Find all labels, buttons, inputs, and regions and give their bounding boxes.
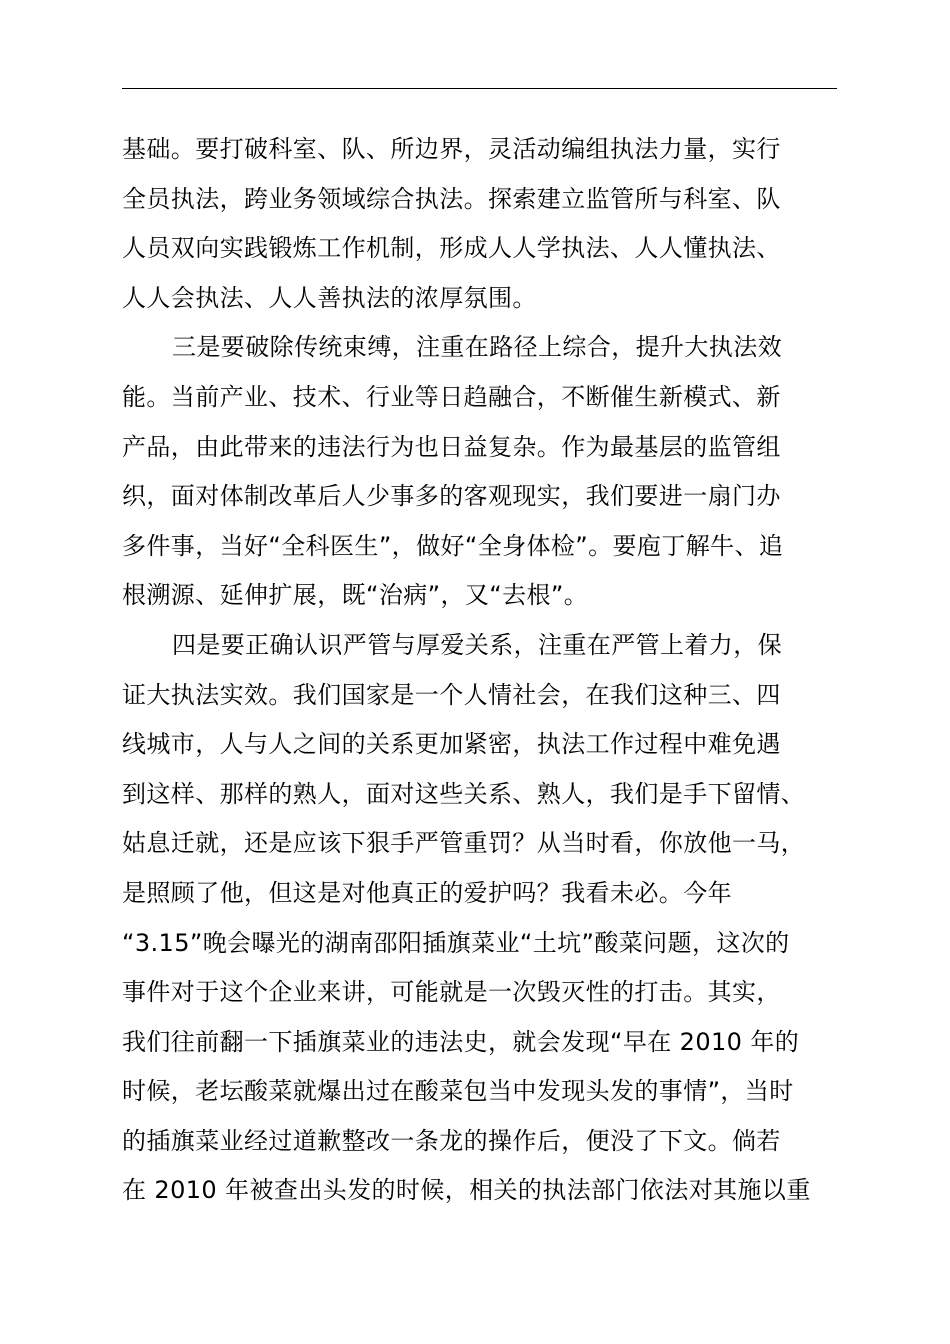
text-line: 全员执法，跨业务领域综合执法。探索建立监管所与科室、队 [122, 184, 781, 213]
text-line: 时候，老坛酸菜就爆出过在酸菜包当中发现头发的事情”，当时 [122, 1077, 794, 1106]
text-line: 根溯源、延伸扩展，既“治病”，又“去根”。 [122, 581, 589, 610]
body-text [122, 125, 862, 1216]
text-line: 基础。要打破科室、队、所边界，灵活动编组执法力量，实行 [122, 135, 781, 163]
text-line: 是照顾了他，但这是对他真正的爱护吗？我看未必。今年 [122, 878, 732, 907]
text-line: 的插旗菜业经过道歉整改一条龙的操作后，便没了下文。倘若 [122, 1126, 781, 1155]
text-line: 能。当前产业、技术、行业等日趋融合，不断催生新模式、新 [122, 382, 781, 411]
text-line: 产品，由此带来的违法行为也日益复杂。作为最基层的监管组 [122, 432, 781, 461]
text-line: 人员双向实践锻炼工作机制，形成人人学执法、人人懂执法、 [122, 234, 781, 263]
text-line: 到这样、那样的熟人，面对这些关系、熟人，我们是手下留情、 [122, 779, 806, 808]
text-line: 在 2010 年被查出头发的时候，相关的执法部门依法对其施以重 [122, 1176, 811, 1205]
text-line: 姑息迁就，还是应该下狠手严管重罚？从当时看，你放他一马， [122, 829, 806, 858]
text-line: 我们往前翻一下插旗菜业的违法史，就会发现“早在 2010 年的 [122, 1027, 800, 1056]
text-line: 线城市，人与人之间的关系更加紧密，执法工作过程中难免遇 [122, 730, 781, 759]
text-line: 人人会执法、人人善执法的浓厚氛围。 [122, 283, 537, 312]
paragraph-start-line: 四是要正确认识严管与厚爱关系，注重在严管上着力，保 [172, 630, 782, 659]
text-line: 证大执法实效。我们国家是一个人情社会，在我们这种三、四 [122, 680, 781, 709]
text-line: “3.15”晚会曝光的湖南邵阳插旗菜业“土坑”酸菜问题，这次的 [122, 928, 790, 957]
text-line: 织，面对体制改革后人少事多的客观现实，我们要进一扇门办 [122, 482, 781, 511]
paragraph-start-line: 三是要破除传统束缚，注重在路径上综合，提升大执法效 [172, 333, 782, 362]
header-rule [122, 88, 837, 89]
text-line: 事件对于这个企业来讲，可能就是一次毁灭性的打击。其实， [122, 978, 781, 1007]
text-line: 多件事，当好“全科医生”，做好“全身体检”。要庖丁解牛、追 [122, 531, 784, 560]
